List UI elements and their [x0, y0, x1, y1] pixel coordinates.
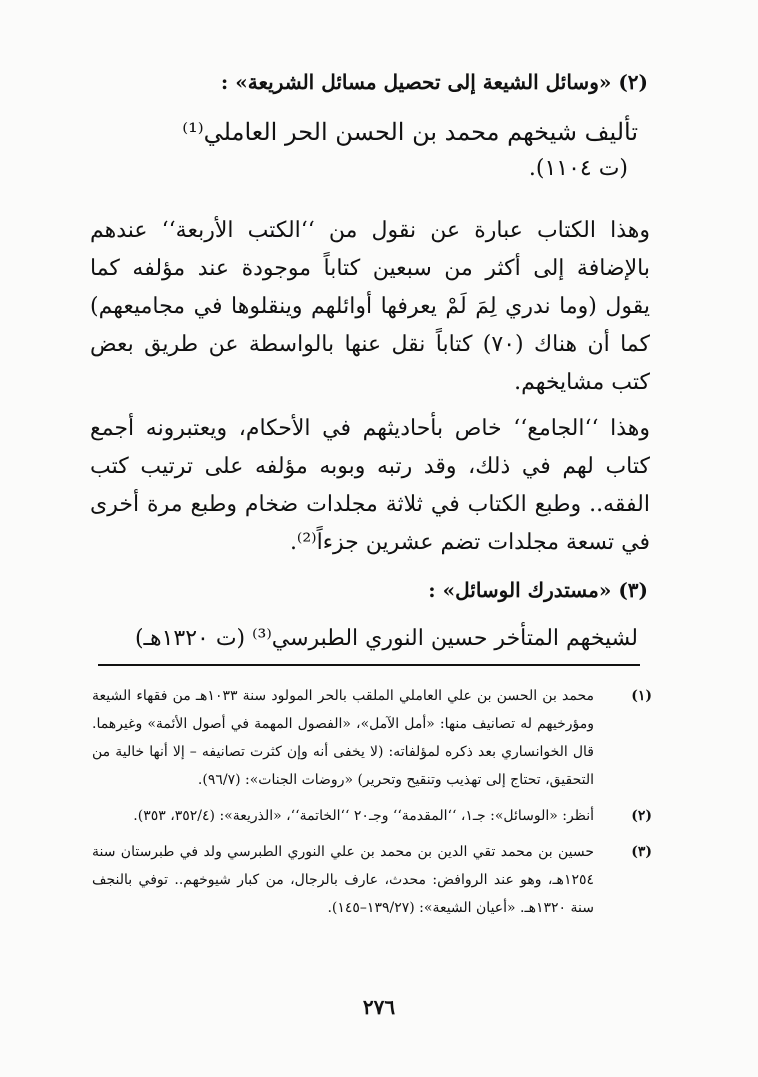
footnotes	[92, 682, 652, 930]
section-2-heading: (٢) «وسائل الشيعة إلى تحصيل مسائل الشريعة» :	[220, 70, 648, 94]
footnote-number: (٢)	[631, 808, 652, 824]
footnote-text: أنظر: «الوسائل»: جـ١، ‘‘المقدمة‘‘ وجـ٢٠ ‘‘الخاتمة‘‘، «الذريعة»: (٣٥٢/٤، ٣٥٣).	[133, 808, 594, 824]
footnote-text: حسين بن محمد تقي الدين بن محمد بن علي النوري الطبرسي ولد في طبرستان سنة ١٢٥٤هـ، وهو عند الروافض: محدث، عارف بالرجال، من كبار شيوخهم.. توفي بالنجف سنة ١٣٢٠هـ. «أعيان الشيعة»: (١٣٩/٢٧–١٤٥).	[92, 844, 595, 916]
section-2-author-line2: (ت ١١٠٤).	[528, 156, 628, 181]
footnote-2	[92, 802, 652, 830]
section-2-paragraph-1: وهذا الكتاب عبارة عن نقول من ‘‘الكتب الأربعة‘‘ عندهم بالإضافة إلى أكثر من سبعين كتاباً موجودة عند مؤلفه كما يقول (وما ندري لِمَ لَمْ يعرفها أوائلهم وينقلوها في مجاميعهم) كما أن هناك (٧٠) كتاباً نقل عنها بالواسطة عن طريق بعض كتب مشايخهم.	[90, 218, 650, 395]
footnote-number: (٣)	[631, 844, 652, 860]
footnote-text: محمد بن الحسن بن علي العاملي الملقب بالحر المولود سنة ١٠٣٣هـ من فقهاء الشيعة ومؤرخيهم له تصانيف منها: «أمل الآمل»، «الفصول المهمة في أصول الأئمة» وغيرهما. قال الخوانساري بعد ذكره لمؤلفاته: (لا يخفى أنه وإن كثرت تصانيفه – إلا أنها خالية من التحقيق، تحتاج إلى تهذيب وتنقيح وتحرير) «روضات الجنات»: (٩٦/٧).	[92, 688, 595, 788]
footnote-3	[92, 838, 652, 922]
section-2-author-line1: تأليف شيخهم محمد بن الحسن الحر العاملي⁽¹⁾	[182, 118, 638, 146]
section-3-author-line: لشيخهم المتأخر حسين النوري الطبرسي⁽³⁾ (ت ١٣٢٠هـ)	[134, 626, 638, 651]
section-2-paragraph-2: وهذا ‘‘الجامع‘‘ خاص بأحاديثهم في الأحكام، ويعتبرونه أجمع كتاب لهم في ذلك، وقد رتبه وبوبه مؤلفه على ترتيب كتب الفقه.. وطبع الكتاب في ثلاثة مجلدات ضخام وطبع مرة أخرى في تسعة مجلدات تضم عشرين جزءاً⁽²⁾.	[90, 416, 650, 555]
section-3-heading: (٣) «مستدرك الوسائل» :	[428, 578, 648, 602]
footnote-1	[92, 682, 652, 794]
footnote-number: (١)	[631, 688, 652, 704]
footnote-divider	[98, 664, 640, 666]
page-number: ٢٧٦	[362, 995, 396, 1019]
